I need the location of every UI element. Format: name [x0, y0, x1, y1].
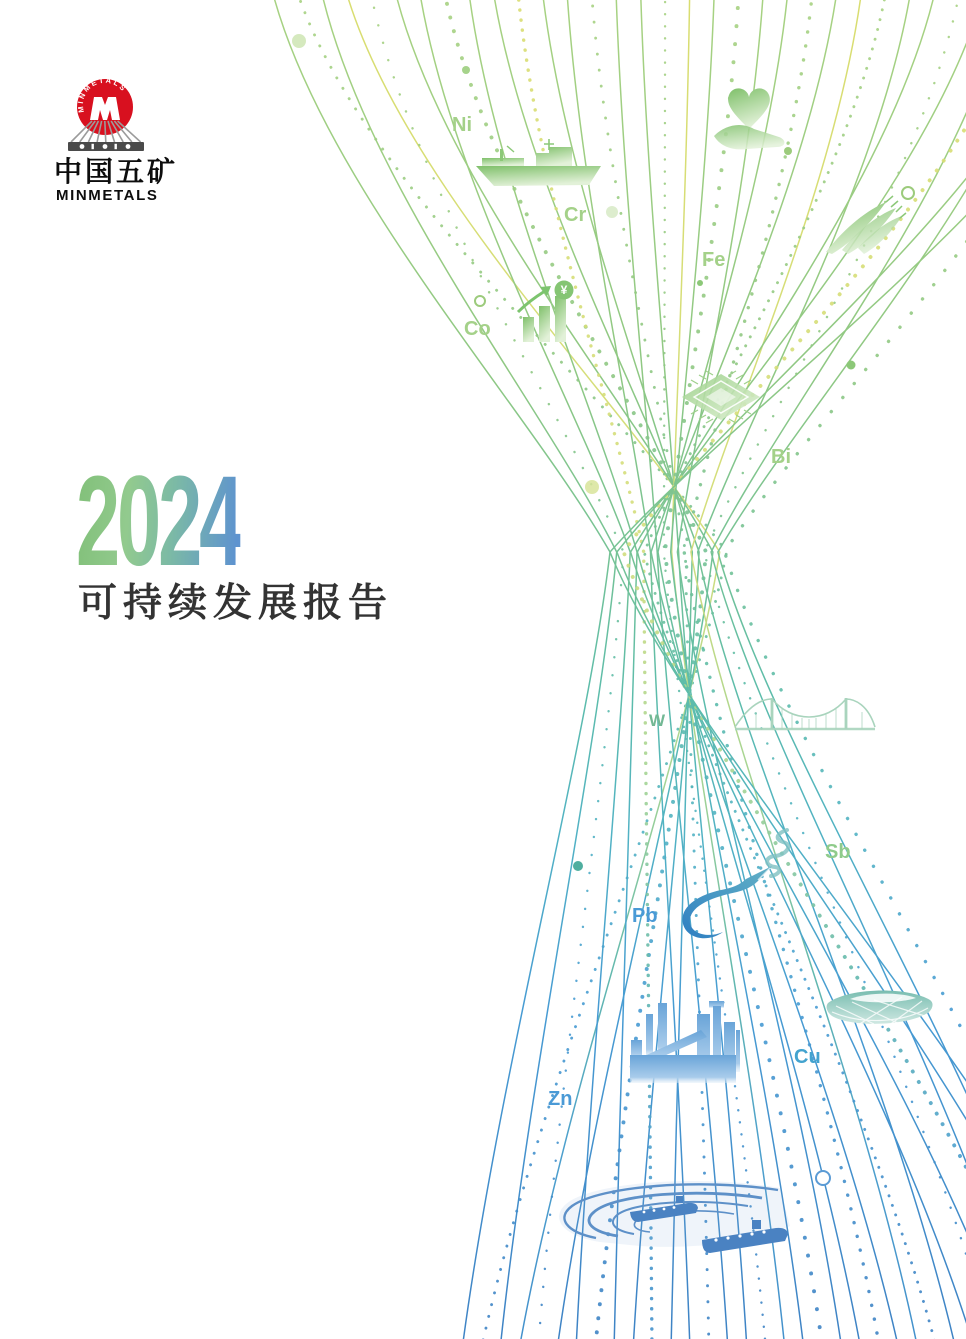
decorative-curve — [518, 0, 652, 1339]
element-label-co: Co — [464, 318, 491, 340]
suspension-bridge-icon — [735, 698, 875, 729]
decorative-curve — [610, 0, 966, 1339]
decorative-curve — [493, 0, 699, 1339]
cover-title: 可持续发展报告 — [78, 582, 394, 625]
decorative-curve — [704, 0, 966, 1339]
decorative-curve — [272, 0, 610, 1339]
open-pit-mine-icon — [559, 1181, 790, 1253]
smelter-plant-icon — [630, 1001, 740, 1083]
cargo-ship-icon — [476, 139, 601, 186]
decorative-curve — [346, 0, 720, 1339]
element-label-fe: Fe — [702, 249, 726, 271]
hand-holding-heart-icon — [714, 88, 784, 149]
element-label-cu: Cu — [794, 1046, 821, 1068]
decorative-curve — [684, 0, 880, 1339]
element-label-pb: Pb — [632, 905, 658, 927]
decorative-curve — [617, 0, 966, 1339]
decorative-curve — [321, 0, 617, 1339]
decorative-curve — [644, 0, 937, 1339]
cover-year: 2024 — [76, 450, 241, 593]
element-label-w: W — [649, 711, 666, 730]
decorative-curve — [711, 0, 966, 1339]
decorative-curve — [718, 0, 966, 1339]
element-label-zn: Zn — [548, 1088, 573, 1110]
logo-arc-text: MINMETALS — [75, 75, 129, 114]
element-label-cr: Cr — [564, 204, 587, 226]
decorative-curve — [297, 0, 727, 1339]
decorative-curve — [542, 0, 692, 1339]
decorative-curve — [419, 0, 630, 1339]
decorative-curve — [691, 0, 918, 1339]
element-label-ni: Ni — [452, 114, 472, 136]
yuan-symbol: ¥ — [560, 283, 568, 297]
decorative-curve — [698, 0, 956, 1339]
element-label-bi: Bi — [771, 446, 791, 468]
brand-name-zh: 中国五矿 — [54, 156, 179, 187]
brand-name-en: MINMETALS — [56, 187, 159, 204]
decorative-curve — [444, 0, 706, 1339]
wheat-icon — [826, 196, 906, 254]
element-label-sb: Sb — [825, 841, 851, 863]
